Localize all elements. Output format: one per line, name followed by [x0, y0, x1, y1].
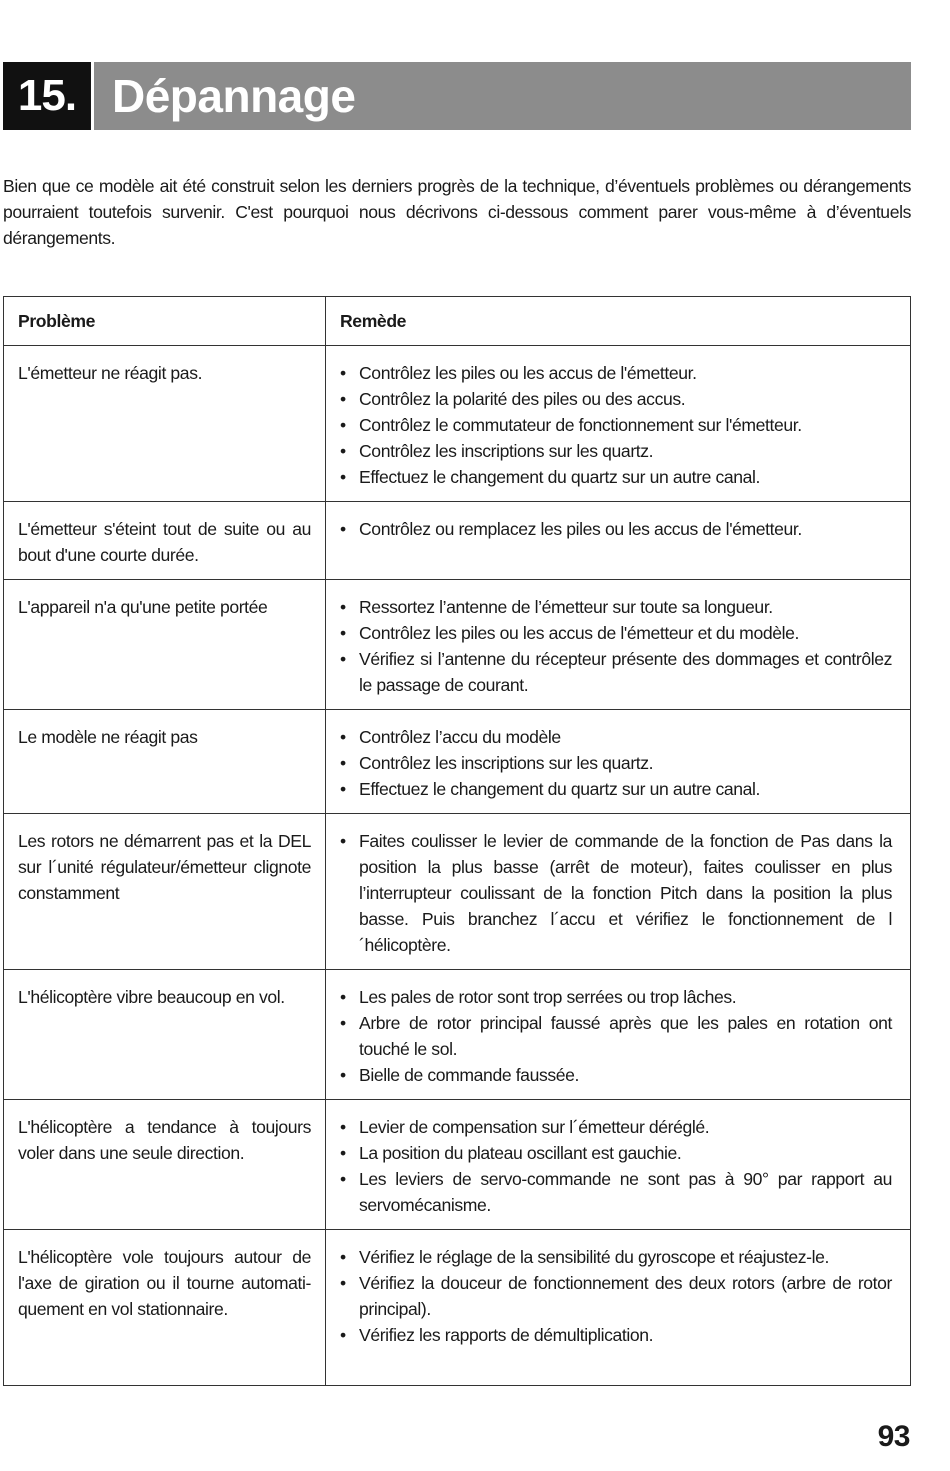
remedy-list	[340, 360, 892, 490]
remedy-cell	[326, 346, 911, 502]
remedy-list	[340, 1244, 892, 1348]
table-header-row	[4, 297, 911, 346]
table-row	[4, 502, 911, 580]
problem-cell: Les rotors ne démarrent pas et la DEL sur l´unité régulateur/émetteur clignote constamment	[4, 814, 326, 970]
remedy-cell	[326, 502, 911, 580]
header-problem: Problème	[4, 297, 326, 346]
table-row	[4, 346, 911, 502]
problem-cell: L'appareil n'a qu'une petite portée	[4, 580, 326, 710]
remedy-item: • Vérifiez les rapports de démultiplication.	[340, 1322, 892, 1348]
problem-cell: L'hélicoptère vibre beaucoup en vol.	[4, 970, 326, 1100]
remedy-cell	[326, 580, 911, 710]
page-number: 93	[877, 1420, 910, 1453]
remedy-item: • Les pales de rotor sont trop serrées ou trop lâches.	[340, 984, 892, 1010]
header-remedy: Remède	[326, 297, 911, 346]
remedy-cell	[326, 970, 911, 1100]
remedy-list	[340, 984, 892, 1088]
remedy-item: • Contrôlez la polarité des piles ou des accus.	[340, 386, 892, 412]
remedy-item: • Arbre de rotor principal faussé après que les pales en rotation ont touché le sol.	[340, 1010, 892, 1062]
remedy-item: • Les leviers de servo-commande ne sont pas à 90° par rapport au servomécanisme.	[340, 1166, 892, 1218]
table-row	[4, 1230, 911, 1386]
remedy-item: • Effectuez le changement du quartz sur un autre canal.	[340, 464, 892, 490]
remedy-item: • Bielle de commande faussée.	[340, 1062, 892, 1088]
table-row	[4, 1100, 911, 1230]
remedy-item: • Contrôlez les inscriptions sur les quartz.	[340, 750, 892, 776]
remedy-item: • Vérifiez la douceur de fonctionnement des deux rotors (arbre de rotor principal).	[340, 1270, 892, 1322]
problem-cell: L'émetteur ne réagit pas.	[4, 346, 326, 502]
table-row	[4, 814, 911, 970]
intro-paragraph: Bien que ce modèle ait été construit selon les derniers progrès de la technique, d’éventuels problèmes ou dérangements pourraient toutefois survenir. C'est pourquoi nous décrivons ci-dessous comment parer vous-même à d’éventuels dérangements.	[3, 176, 911, 248]
remedy-list	[340, 516, 892, 542]
problem-cell: Le modèle ne réagit pas	[4, 710, 326, 814]
remedy-item: • Vérifiez le réglage de la sensibilité du gyroscope et réajustez-le.	[340, 1244, 892, 1270]
remedy-item: • Contrôlez les piles ou les accus de l'émetteur.	[340, 360, 892, 386]
remedy-item: • Faites coulisser le levier de commande de la fonction de Pas dans la position la plus basse (arrêt de moteur), faites coulisser en plus l’interrupteur coulissant de la fonction Pitch dans la position la plus basse. Puis branchez l´accu et vérifiez le fonctionnement de l´hélicoptère.	[340, 828, 892, 958]
section-title: Dépannage	[94, 62, 911, 130]
table-row	[4, 710, 911, 814]
remedy-item: • Contrôlez l’accu du modèle	[340, 724, 892, 750]
remedy-item: • Contrôlez ou remplacez les piles ou les accus de l'émetteur.	[340, 516, 892, 542]
remedy-item: • Vérifiez si l’antenne du récepteur présente des dommages et contrôlez le passage de courant.	[340, 646, 892, 698]
table-row	[4, 970, 911, 1100]
section-header	[3, 62, 911, 130]
remedy-cell	[326, 710, 911, 814]
remedy-cell	[326, 814, 911, 970]
table-body	[4, 346, 911, 1386]
section-number: 15.	[3, 62, 91, 130]
remedy-item: • Levier de compensation sur l´émetteur déréglé.	[340, 1114, 892, 1140]
remedy-list	[340, 594, 892, 698]
remedy-item: • Contrôlez les piles ou les accus de l'émetteur et du modèle.	[340, 620, 892, 646]
remedy-item: • Ressortez l’antenne de l’émetteur sur toute sa longueur.	[340, 594, 892, 620]
remedy-cell	[326, 1230, 911, 1386]
remedy-list	[340, 724, 892, 802]
problem-cell: L'émetteur s'éteint tout de suite ou au bout d'une courte durée.	[4, 502, 326, 580]
table-row	[4, 580, 911, 710]
remedy-item: • Effectuez le changement du quartz sur un autre canal.	[340, 776, 892, 802]
remedy-item: • Contrôlez le commutateur de fonctionnement sur l'émetteur.	[340, 412, 892, 438]
remedy-cell	[326, 1100, 911, 1230]
troubleshooting-table	[3, 296, 911, 1386]
remedy-list	[340, 1114, 892, 1218]
remedy-item: • La position du plateau oscillant est gauchie.	[340, 1140, 892, 1166]
problem-cell: L'hélicoptère vole toujours autour de l'axe de giration ou il tourne automati-quement en vol stationnaire.	[4, 1230, 326, 1386]
remedy-list	[340, 828, 892, 958]
remedy-item: • Contrôlez les inscriptions sur les quartz.	[340, 438, 892, 464]
problem-cell: L'hélicoptère a tendance à toujours voler dans une seule direction.	[4, 1100, 326, 1230]
